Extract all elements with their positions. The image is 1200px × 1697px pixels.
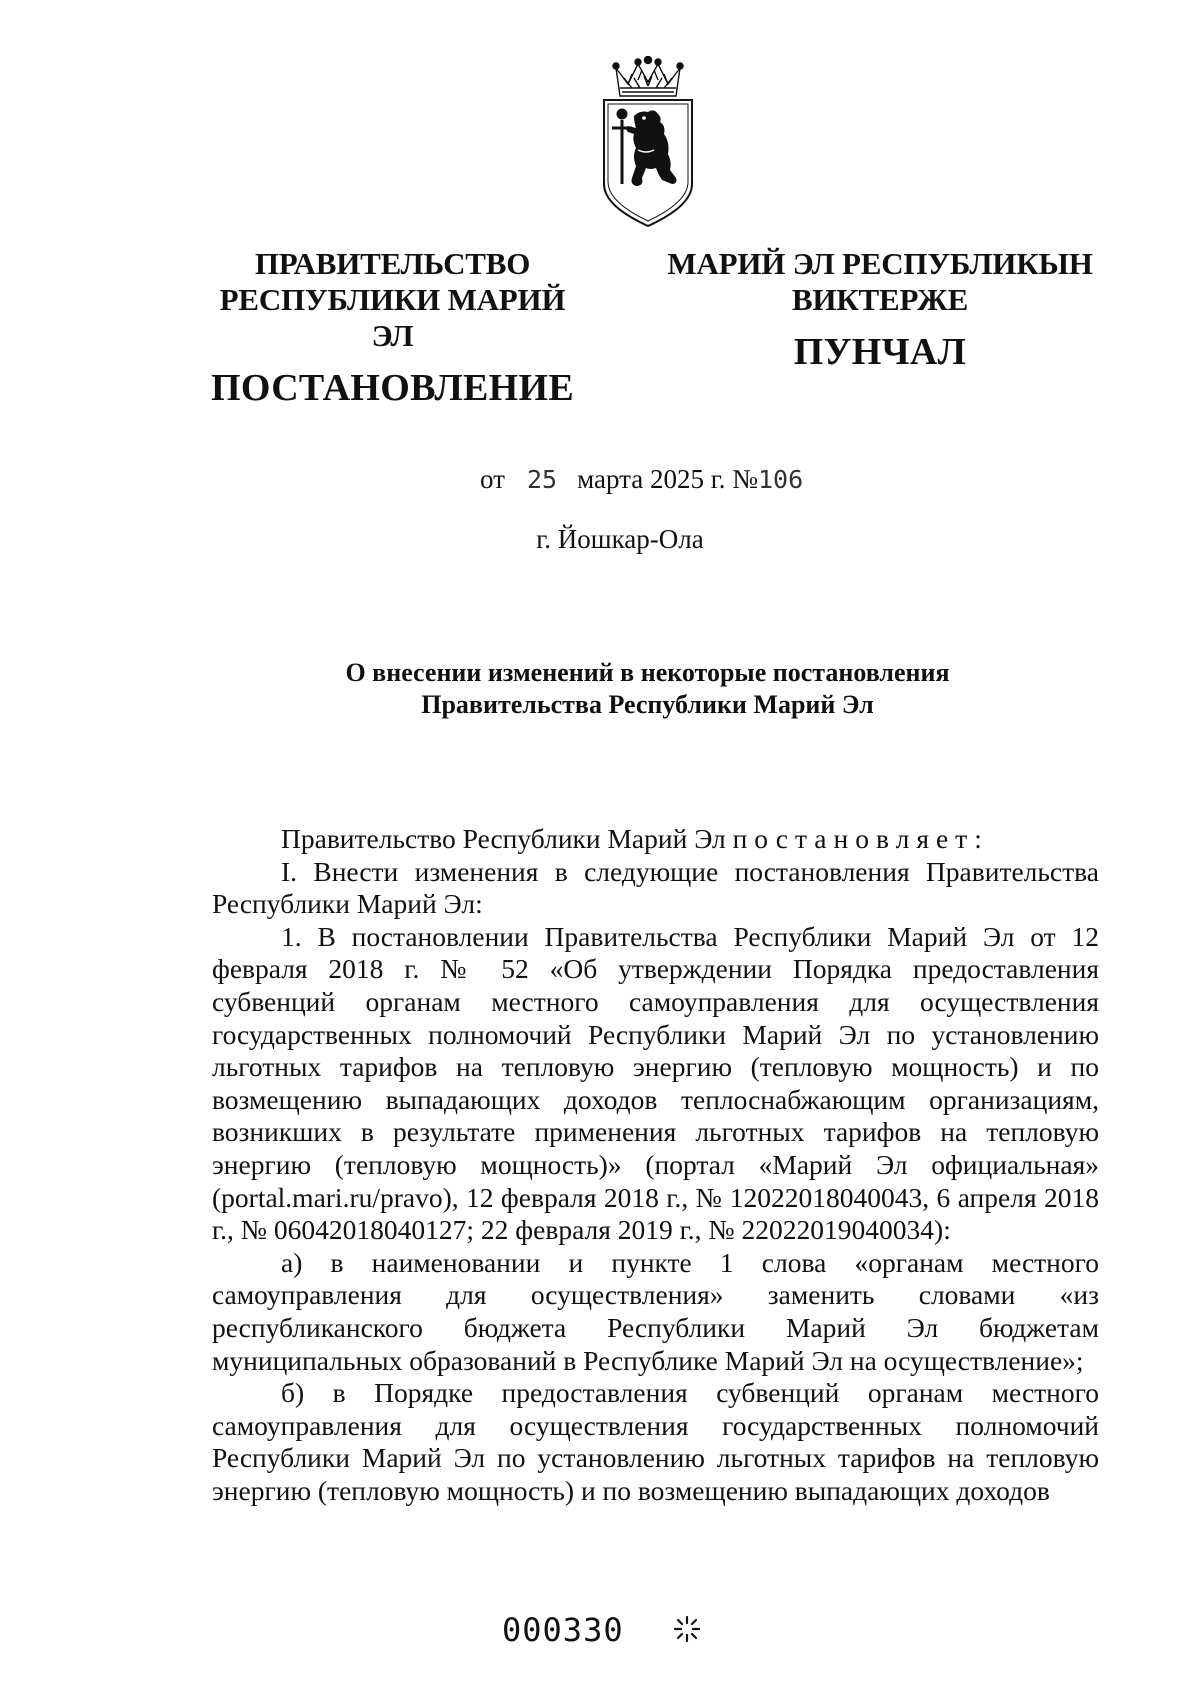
city: г. Йошкар-Ола <box>536 524 704 554</box>
document-number: 106 <box>758 465 804 494</box>
header-right-line1: МАРИЙ ЭЛ РЕСПУБЛИКЫН <box>667 246 1093 281</box>
header-left-line2: РЕСПУБЛИКИ МАРИЙ ЭЛ <box>219 282 566 353</box>
title-line1: О внесении изменений в некоторые постановления <box>345 658 950 687</box>
document-title <box>195 657 1100 721</box>
header-right <box>660 246 1100 374</box>
date-month-year: марта 2025 г. № <box>577 464 758 494</box>
coat-of-arms-emblem <box>588 56 708 228</box>
serial-number: 000330 <box>502 1611 624 1649</box>
document-body <box>212 823 1099 1507</box>
date-day: 25 <box>526 465 558 494</box>
header-left-line1: ПРАВИТЕЛЬСТВО <box>254 246 531 281</box>
header-left-doc-type: ПОСТАНОВЛЕНИЕ <box>211 367 574 409</box>
body-paragraph <box>212 823 1099 856</box>
body-paragraph: 1. В постановлении Правительства Республики Марий Эл от 12 февраля 2018 г. № 52 «Об утверждении Порядка предоставления субвенций органам местного самоуправления для осуществления государственных полномочий Республики Марий Эл по установлению льготных тарифов на тепловую энергию (тепловую мощность) и по возмещению выпадающих доходов теплоснабжающим организациям, возникших в результате применения льготных тарифов на тепловую энергию (тепловую мощность)» (портал «Марий Эл официальная» (portal.mari.ru/pravo), 12 февраля 2018 г., № 12022018040043, 6 апреля 2018 г., № 06042018040127; 22 февраля 2019 г., № 22022019040034): <box>212 920 1099 1246</box>
title-line2: Правительства Республики Марий Эл <box>421 690 874 719</box>
body-paragraph: б) в Порядке предоставления субвенций органам местного самоуправления для осуществления государственных полномочий Республики Марий Эл по установлению льготных тарифов на тепловую энергию (тепловую мощность) и по возмещению выпадающих доходов <box>212 1377 1099 1506</box>
date-prefix: от <box>480 464 505 494</box>
resolution-lead: Правительство Республики Марий Эл <box>281 823 733 854</box>
body-paragraph: I. Внести изменения в следующие постановления Правительства Республики Марий Эл: <box>212 855 1099 920</box>
asterisk-ornament-icon <box>672 1614 702 1644</box>
header-right-line2: ВИКТЕРЖЕ <box>791 282 969 317</box>
header-right-doc-type: ПУНЧАЛ <box>793 331 967 373</box>
header-left <box>195 246 590 410</box>
resolution-verb: постановляет: <box>732 823 989 854</box>
date-line <box>480 464 803 495</box>
body-paragraph: а) в наименовании и пункте 1 слова «органам местного самоуправления для осуществления» заменить словами «из республиканского бюджета Республики Марий Эл бюджетам муниципальных образований в Республике Марий Эл на осуществление»; <box>212 1246 1099 1376</box>
